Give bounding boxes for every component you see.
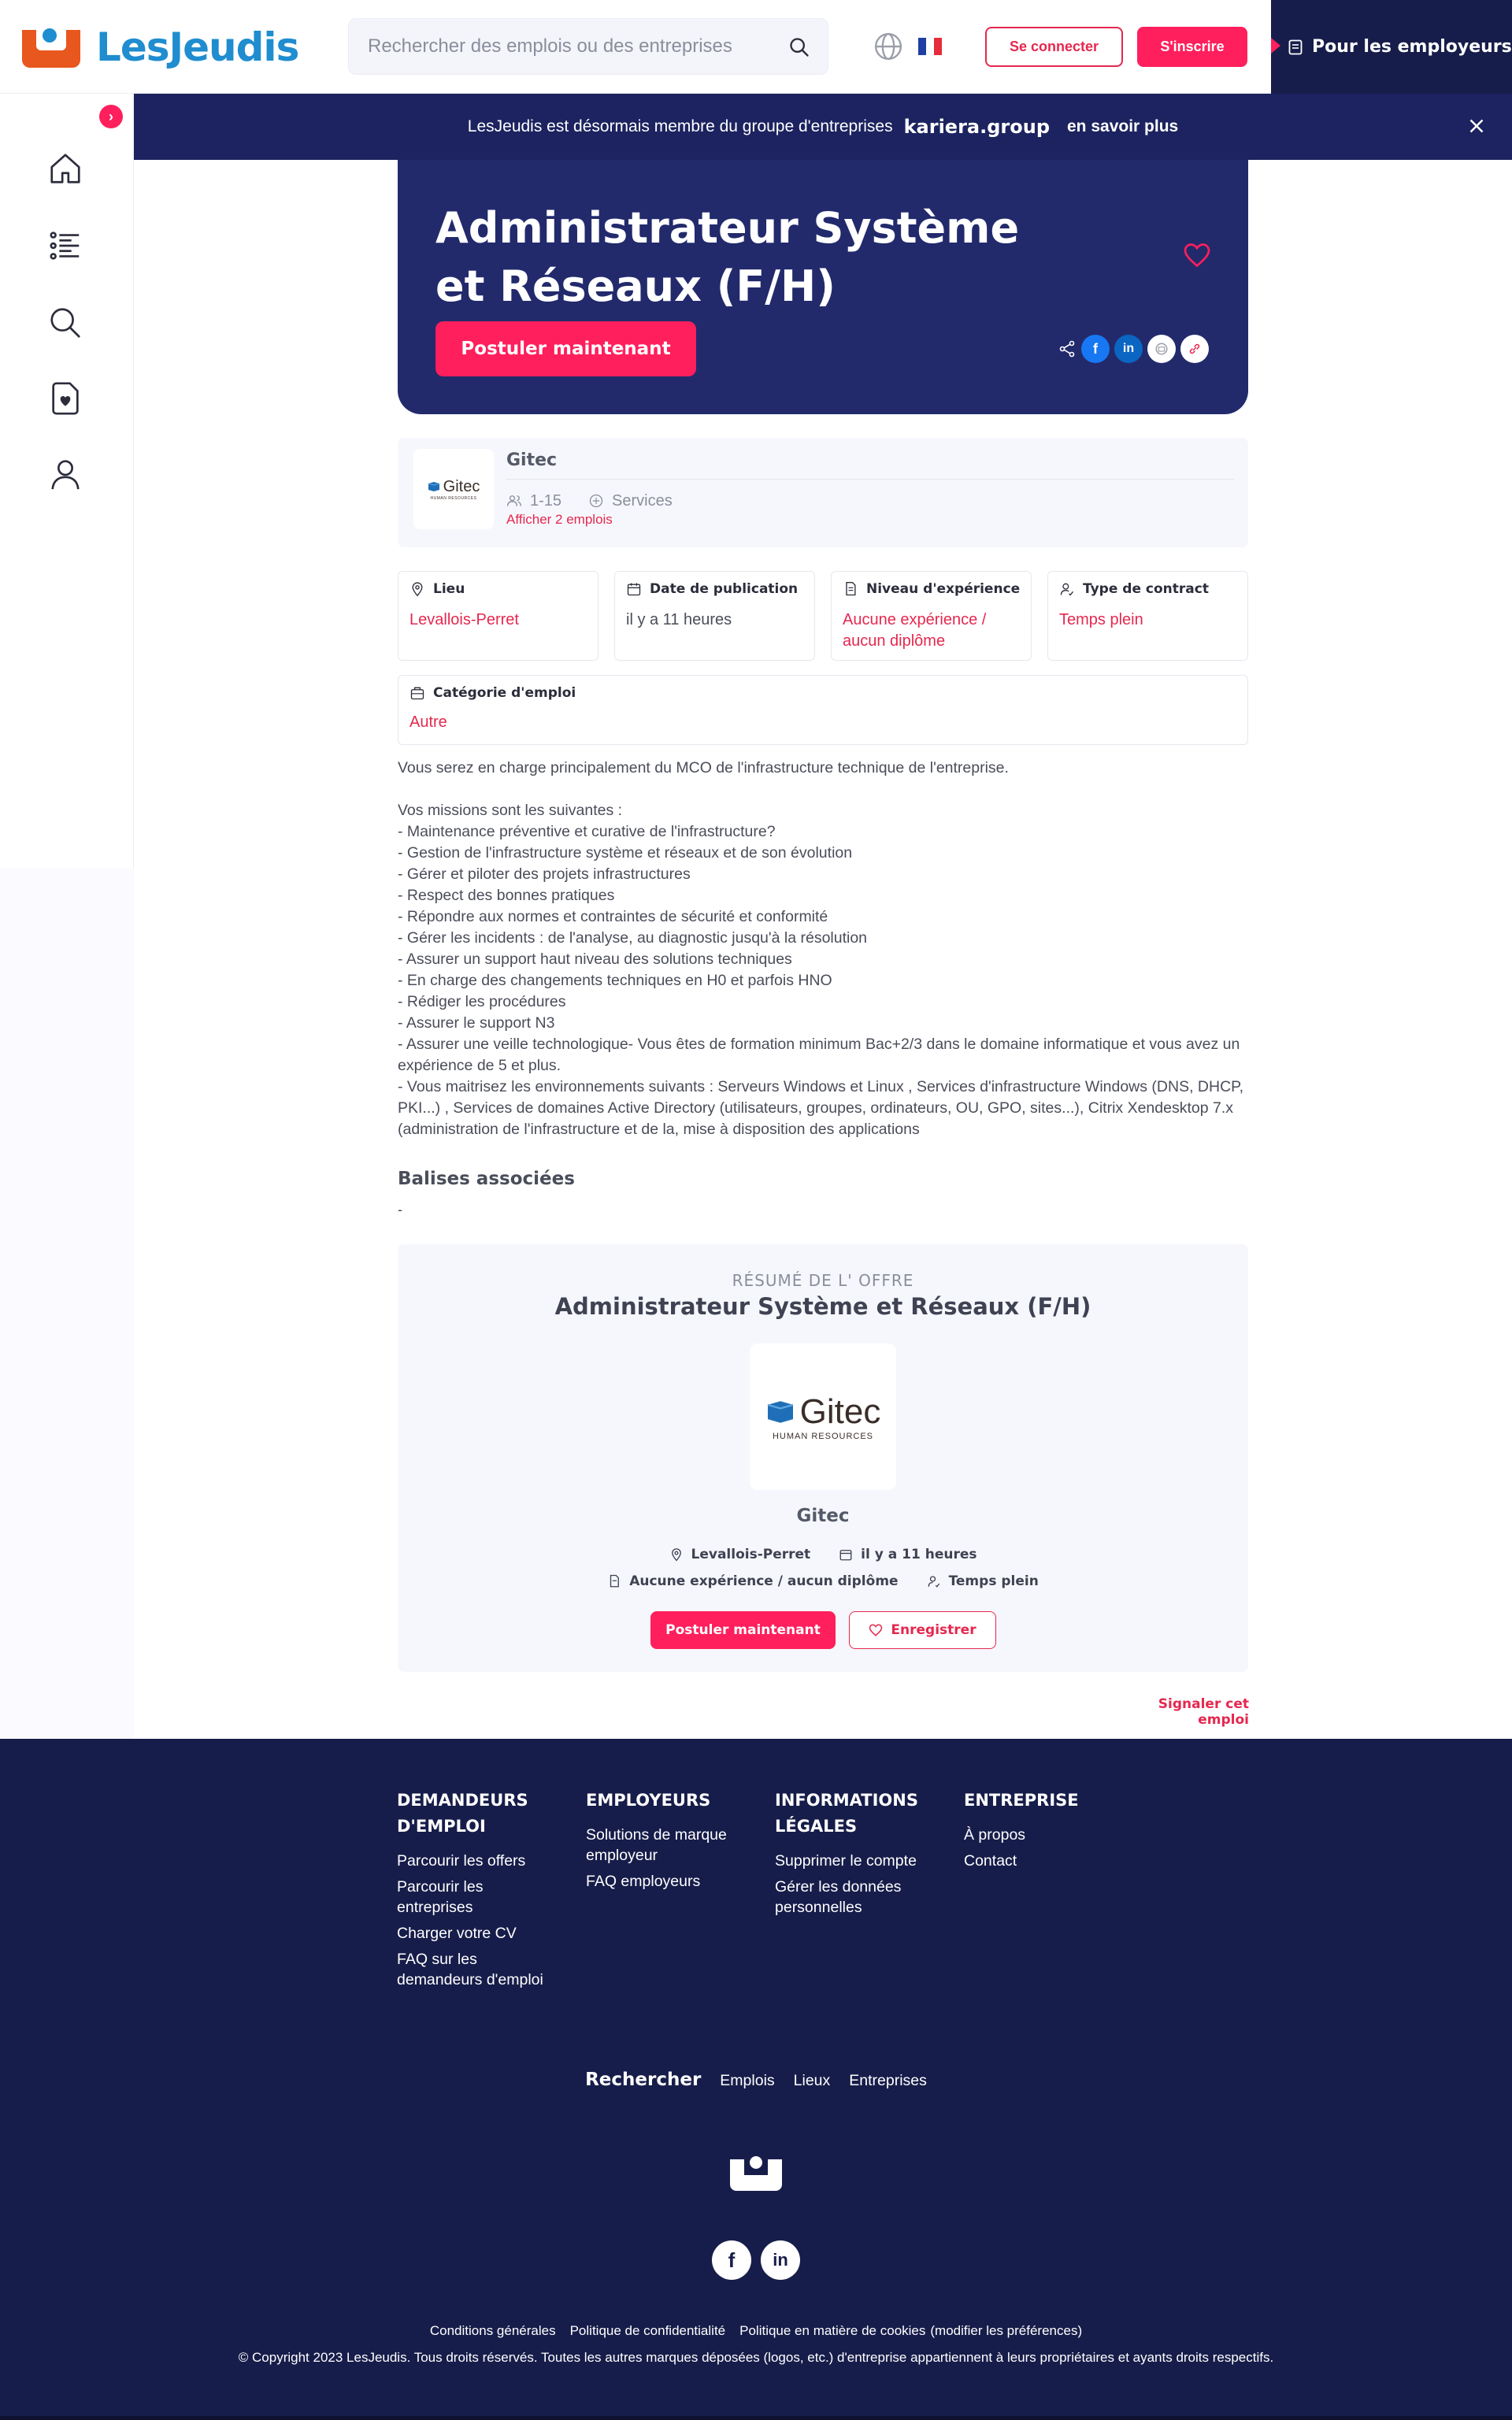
- footer-column-employers: [586, 1788, 743, 1897]
- footer-link[interactable]: Supprimer le compte: [775, 1852, 917, 1870]
- footer-copyright: © Copyright 2023 LesJeudis. Tous droits réservés. Toutes les autres marques déposées (logos, etc.) d'entreprise appartiennent à leurs propriétaires et ayants droits respectifs.: [238, 2350, 1274, 2365]
- search-input[interactable]: [349, 19, 828, 74]
- footer-search-link[interactable]: Emplois: [720, 2072, 775, 2089]
- footer-link[interactable]: FAQ employeurs: [586, 1873, 701, 1890]
- search-nav-icon[interactable]: [47, 305, 83, 341]
- summary-date: [839, 1547, 976, 1562]
- company-card: [398, 438, 1248, 547]
- footer-search-link[interactable]: Entreprises: [849, 2072, 927, 2089]
- site-footer: [0, 1739, 1512, 2416]
- kariera-banner: [134, 94, 1512, 160]
- footer-search-link[interactable]: Lieux: [793, 2072, 831, 2089]
- search-box: [348, 18, 828, 75]
- summary-logo-subtext: HUMAN RESOURCES: [772, 1432, 874, 1441]
- description-line: - Rédiger les procédures: [398, 993, 566, 1010]
- footer-column-title: EMPLOYEURS: [586, 1791, 711, 1810]
- footer-legal-links: [0, 2323, 1512, 2339]
- apply-now-button[interactable]: Postuler maintenant: [435, 321, 696, 376]
- french-flag-icon[interactable]: [918, 38, 942, 55]
- footer-link[interactable]: Contact: [964, 1852, 1017, 1870]
- info-date-label-row: [626, 581, 798, 597]
- sidebar-background: [0, 869, 134, 1739]
- info-location-label-row: [410, 581, 465, 597]
- banner-learn-more-link[interactable]: en savoir plus: [1067, 117, 1179, 135]
- company-sector: [588, 492, 673, 510]
- summary-meta-row-2: [398, 1573, 1248, 1589]
- save-heart-icon[interactable]: [1183, 241, 1211, 269]
- summary-experience-value: Aucune expérience / aucun diplôme: [629, 1573, 899, 1589]
- info-location-label: Lieu: [433, 581, 465, 597]
- footer-search-row: [0, 2070, 1512, 2090]
- banner-text: LesJeudis est désormais membre du groupe d'entreprises: [467, 117, 893, 135]
- info-experience-label-row: [843, 581, 1020, 597]
- info-category-label-row: [410, 685, 576, 701]
- footer-link[interactable]: À propos: [964, 1826, 1026, 1844]
- facebook-icon[interactable]: f: [712, 2240, 751, 2280]
- info-contract: [1047, 571, 1248, 661]
- list-icon[interactable]: [47, 228, 83, 264]
- company-sector-value: Services: [612, 491, 673, 510]
- search-icon[interactable]: [788, 36, 810, 58]
- description-line: - Assurer le support N3: [398, 1014, 555, 1032]
- saved-jobs-icon[interactable]: [47, 380, 83, 417]
- kariera-brand: kariera.group: [903, 116, 1050, 138]
- summary-logo-text: Gitec: [799, 1392, 881, 1431]
- info-contract-label-row: [1059, 581, 1209, 597]
- description-line: - Respect des bonnes pratiques: [398, 887, 615, 904]
- footer-column-company: [964, 1788, 1121, 1877]
- description-line: Vous serez en charge principalement du MCO de l'infrastructure technique de l'entreprise.: [398, 759, 1009, 776]
- employers-label: Pour les employeurs: [1312, 37, 1512, 57]
- description-line: - Maintenance préventive et curative de l'infrastructure?: [398, 823, 776, 840]
- footer-search-title: Rechercher: [585, 2070, 702, 2090]
- summary-title: Administrateur Système et Réseaux (F/H): [554, 1293, 1091, 1320]
- gitec-cube-icon: [428, 481, 440, 492]
- footer-link[interactable]: Solutions de marque employeur: [586, 1826, 727, 1864]
- company-logo-text: Gitec: [443, 477, 480, 495]
- footer-column-title: INFORMATIONS LÉGALES: [775, 1791, 918, 1836]
- experience-icon: [607, 1574, 621, 1588]
- summary-save-button[interactable]: [849, 1611, 996, 1649]
- footer-cookie-links: [739, 2323, 1082, 2339]
- tags-title: Balises associées: [398, 1169, 575, 1189]
- calendar-icon: [626, 581, 642, 597]
- facebook-share-icon[interactable]: f: [1081, 335, 1110, 363]
- close-icon[interactable]: [1465, 114, 1488, 138]
- summary-experience: [607, 1573, 898, 1589]
- footer-link[interactable]: Parcourir les entreprises: [397, 1878, 484, 1916]
- description-line: - Assurer un support haut niveau des solutions techniques: [398, 951, 792, 968]
- job-description: [398, 758, 1252, 1140]
- summary-meta-row-1: [398, 1547, 1248, 1562]
- summary-contract-value: Temps plein: [948, 1573, 1039, 1589]
- info-category-value[interactable]: Autre: [410, 713, 447, 731]
- description-line: - Vous maitrisez les environnements suivants : Serveurs Windows et Linux , Services d'infrastructure Windows (DNS, DHCP, PKI...) , Services de domaines Active Directory (utilisateurs, groupes, ordinateurs, OU, GPO, sites...), Citrix Xendesktop 7.x (administration de l'infrastructure et de la, mise à disposition des applications: [398, 1078, 1244, 1138]
- summary-company-logo[interactable]: [750, 1343, 896, 1490]
- company-logo-subtext: HUMAN RESOURCES: [430, 495, 477, 501]
- logo-mark-icon: [22, 27, 83, 68]
- summary-location: [669, 1547, 811, 1562]
- info-experience-label: Niveau d'expérience: [866, 581, 1021, 597]
- document-icon: [1288, 39, 1303, 55]
- gitec-cube-icon: [765, 1399, 795, 1425]
- heart-icon: [869, 1623, 883, 1637]
- calendar-icon: [839, 1547, 853, 1562]
- share-bar: [1058, 335, 1209, 363]
- site-logo[interactable]: [22, 25, 298, 69]
- logo-text: LesJeudis: [96, 24, 299, 70]
- info-date-value: il y a 11 heures: [626, 611, 732, 628]
- footer-legal-link[interactable]: Conditions générales: [429, 2323, 556, 2338]
- report-job-link[interactable]: Signaler cet emploi: [1158, 1696, 1249, 1728]
- summary-date-value: il y a 11 heures: [861, 1547, 977, 1562]
- sector-icon: [588, 493, 604, 509]
- signup-button[interactable]: S'inscrire: [1137, 27, 1247, 67]
- company-size: [506, 492, 561, 510]
- job-hero: [398, 160, 1248, 414]
- description-line: - Répondre aux normes et contraintes de sécurité et conformité: [398, 908, 828, 925]
- left-sidebar: [0, 94, 134, 869]
- info-date-label: Date de publication: [650, 581, 799, 597]
- tags-value: -: [398, 1202, 402, 1217]
- description-line: - Assurer une veille technologique- Vous êtes de formation minimum Bac+2/3 dans le domaine informatique et vous avez un expérience de 5 et plus.: [398, 1036, 1240, 1074]
- linkedin-icon[interactable]: in: [761, 2240, 800, 2280]
- summary-contract: [927, 1573, 1039, 1589]
- info-date: [614, 571, 815, 661]
- info-category: [398, 675, 1248, 745]
- job-title: Administrateur Système et Réseaux (F/H): [435, 203, 1020, 311]
- info-contract-value[interactable]: Temps plein: [1059, 611, 1143, 628]
- footer-logo-icon[interactable]: [730, 2156, 782, 2191]
- email-share-icon[interactable]: [1147, 335, 1176, 363]
- footer-column-title: DEMANDEURS D'EMPLOI: [397, 1791, 528, 1836]
- divider: [506, 479, 1234, 480]
- footer-link[interactable]: FAQ sur les demandeurs d'emploi: [397, 1951, 543, 1988]
- sidebar-expand-button[interactable]: ›: [99, 105, 123, 128]
- info-contract-label: Type de contract: [1083, 581, 1209, 597]
- summary-apply-button[interactable]: Postuler maintenant: [650, 1611, 836, 1649]
- summary-location-value: Levallois-Perret: [691, 1547, 811, 1562]
- footer-column-job-seekers: [397, 1788, 554, 1996]
- description-line: Vos missions sont les suivantes :: [398, 802, 623, 819]
- people-icon: [506, 493, 522, 509]
- summary-kicker: RÉSUMÉ DE L' OFFRE: [732, 1271, 914, 1290]
- footer-legal-link[interactable]: Politique en matière de cookies: [739, 2323, 926, 2338]
- contract-icon: [927, 1574, 941, 1588]
- info-location-value[interactable]: Levallois-Perret: [410, 611, 519, 628]
- footer-social: [712, 2240, 800, 2280]
- company-logo[interactable]: [413, 449, 494, 529]
- footer-column-title: ENTREPRISE: [964, 1791, 1079, 1810]
- description-line: - En charge des changements techniques en H0 et parfois HNO: [398, 972, 832, 989]
- bottom-strip: [0, 2416, 1512, 2420]
- arrow-icon: [1271, 38, 1280, 54]
- category-icon: [410, 685, 425, 701]
- description-line: - Gérer et piloter des projets infrastructures: [398, 865, 691, 883]
- footer-link[interactable]: Charger votre CV: [397, 1925, 517, 1942]
- info-experience: [831, 571, 1032, 661]
- experience-icon: [843, 581, 858, 597]
- top-header: [0, 0, 1271, 94]
- footer-legal-link[interactable]: Politique de confidentialité: [569, 2323, 726, 2338]
- company-jobs-link[interactable]: Afficher 2 emplois: [506, 512, 613, 527]
- offer-summary: [398, 1244, 1248, 1672]
- footer-cookie-preferences-link[interactable]: (modifier les préférences): [930, 2323, 1083, 2338]
- info-category-label: Catégorie d'emploi: [433, 685, 576, 701]
- description-line: - Gestion de l'infrastructure système et réseaux et de son évolution: [398, 844, 853, 862]
- copy-link-icon[interactable]: [1180, 335, 1209, 363]
- company-size-value: 1-15: [530, 491, 562, 510]
- home-icon[interactable]: [47, 150, 83, 187]
- language-globe-icon[interactable]: [873, 32, 903, 61]
- footer-column-legal: [775, 1788, 932, 1923]
- login-button[interactable]: Se connecter: [985, 27, 1123, 67]
- description-line: - Gérer les incidents : de l'analyse, au diagnostic jusqu'à la résolution: [398, 929, 868, 947]
- contract-icon: [1059, 581, 1075, 597]
- footer-link[interactable]: Gérer les données personnelles: [775, 1878, 902, 1916]
- share-icon: [1058, 339, 1077, 358]
- summary-company-name[interactable]: Gitec: [796, 1506, 850, 1526]
- company-name[interactable]: Gitec: [506, 450, 558, 470]
- footer-link[interactable]: Parcourir les offers: [397, 1852, 526, 1870]
- linkedin-share-icon[interactable]: in: [1114, 335, 1143, 363]
- summary-save-label: Enregistrer: [891, 1622, 976, 1638]
- info-experience-value[interactable]: Aucune expérience / aucun diplôme: [843, 611, 987, 650]
- employers-link[interactable]: [1271, 0, 1512, 94]
- profile-icon[interactable]: [47, 456, 83, 492]
- info-location: [398, 571, 598, 661]
- location-icon: [669, 1547, 684, 1562]
- description-spacer: [398, 779, 1252, 800]
- location-icon: [410, 581, 425, 597]
